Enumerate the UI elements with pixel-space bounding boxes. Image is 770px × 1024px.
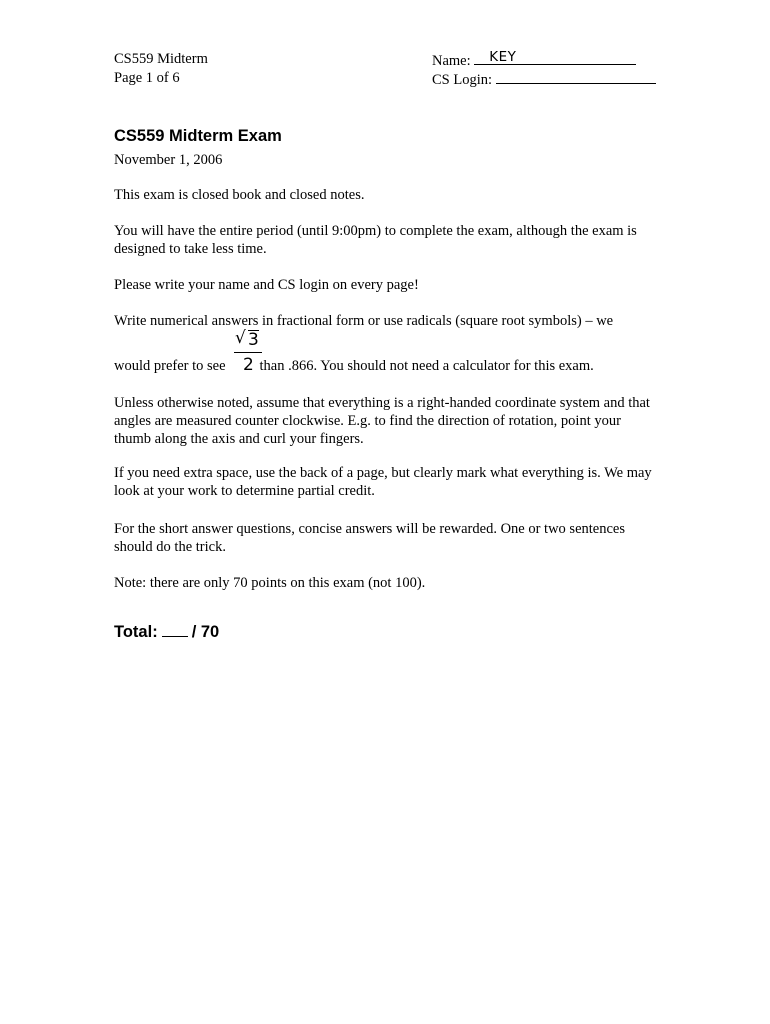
denominator: 2 <box>243 355 254 375</box>
exam-date: November 1, 2006 <box>114 152 223 168</box>
instruction-calculator <box>114 357 659 375</box>
total-out-of: / 70 <box>191 623 220 641</box>
login-label: CS Login: <box>432 72 493 88</box>
instruction-short-answers: For the short answer questions, concise answers will be rewarded. One or two sentences should do the trick. <box>114 521 625 555</box>
calculator-text-after: than .866. You should not need a calculator for this exam. <box>259 358 594 374</box>
login-field[interactable] <box>496 69 656 84</box>
radicand: 3 <box>248 330 259 350</box>
page-number: Page 1 of 6 <box>114 70 180 86</box>
name-field[interactable] <box>474 50 636 65</box>
total-score-line <box>114 622 219 642</box>
name-value: KEY <box>489 49 517 65</box>
instruction-coordinate-system: Unless otherwise noted, assume that everything is a right-handed coordinate system and that angles are measured counter clockwise. E.g. to find the direction of rotation, point your thumb along the axis and curl your fingers. <box>114 395 650 447</box>
instruction-name-login: Please write your name and CS login on every page! <box>114 277 419 293</box>
instruction-extra-space: If you need extra space, use the back of a page, but clearly mark what everything is. We may look at your work to determine partial credit. <box>114 465 652 499</box>
radical-sign: √ <box>235 328 246 348</box>
instruction-numerical-answers: Write numerical answers in fractional form or use radicals (square root symbols) – we <box>114 313 614 329</box>
total-score-field[interactable] <box>162 622 188 637</box>
total-label: Total: <box>114 623 158 641</box>
instruction-time: You will have the entire period (until 9:00pm) to complete the exam, although the exam is designed to take less time. <box>114 223 637 257</box>
login-line <box>432 69 656 89</box>
fraction-bar <box>234 352 262 353</box>
exam-title: CS559 Midterm Exam <box>114 127 282 145</box>
name-label: Name: <box>432 53 471 69</box>
name-line <box>432 50 636 70</box>
calculator-text-before: would prefer to see <box>114 358 226 374</box>
instruction-points-note: Note: there are only 70 points on this exam (not 100). <box>114 575 426 591</box>
instruction-closed-book: This exam is closed book and closed notes. <box>114 187 365 203</box>
course-header: CS559 Midterm <box>114 51 208 67</box>
